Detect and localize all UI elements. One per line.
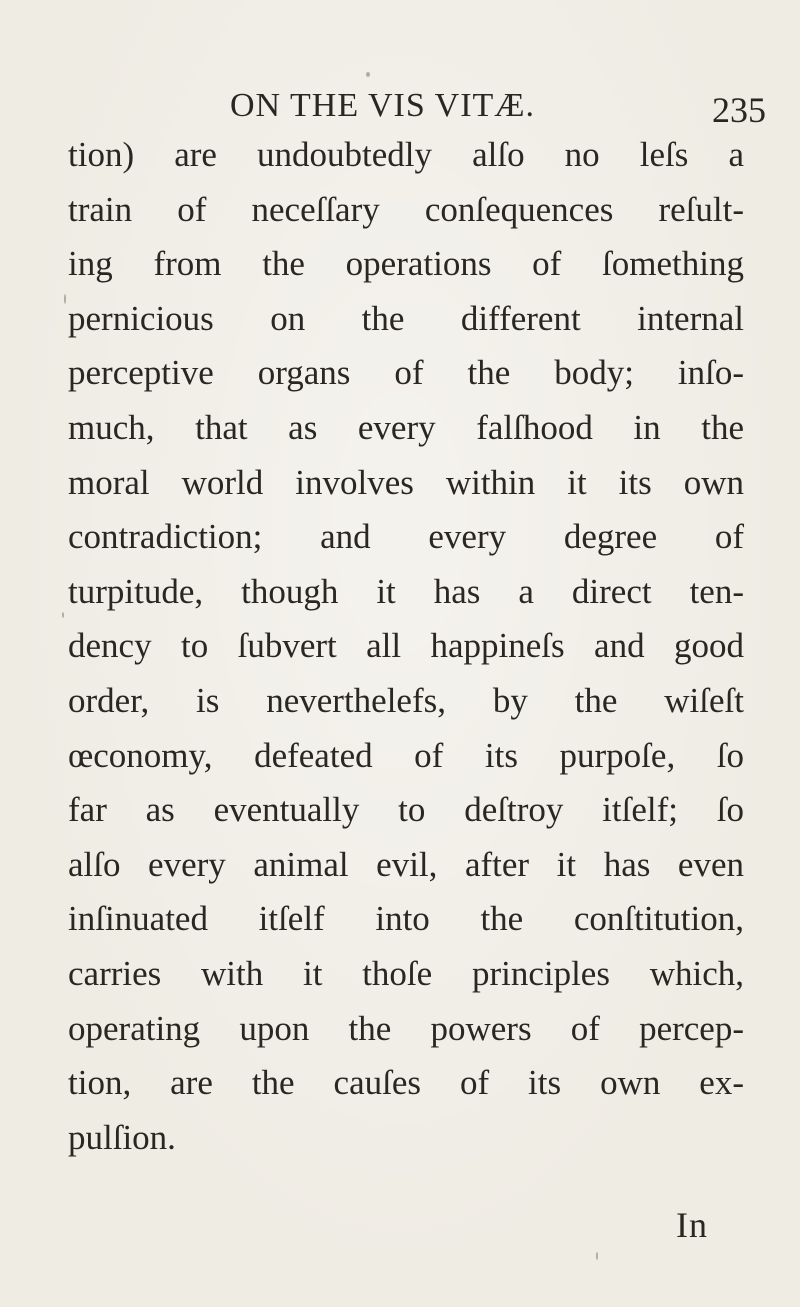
text-line: tion, are the cauſes of its own ex-	[68, 1063, 744, 1103]
text-line: œconomy, defeated of its purpoſe, ſo	[68, 735, 744, 775]
text-line: tion) are undoubtedly alſo no leſs a	[68, 135, 744, 174]
text-line: alſo every animal evil, after it has even	[68, 844, 744, 884]
text-line: much, that as every falſhood in the	[68, 407, 744, 447]
paper-speck	[596, 1252, 598, 1260]
text-line-final: pulſion.	[68, 1117, 176, 1157]
text-line: perceptive organs of the body; inſo-	[68, 353, 744, 393]
text-line: contradiction; and every degree of	[68, 517, 744, 557]
text-line: far as eventually to deſtroy itſelf; ſo	[68, 790, 744, 830]
text-line: operating upon the powers of percep-	[68, 1008, 744, 1048]
text-line: order, is neverthelefs, by the wiſeſt	[68, 680, 744, 720]
text-line: ing from the operations of ſomething	[68, 244, 744, 284]
catchword: In	[676, 1205, 708, 1245]
text-line: turpitude, though it has a direct ten-	[68, 571, 744, 611]
text-line: train of neceſſary conſequences reſult-	[68, 189, 744, 229]
text-line: moral world involves within it its own	[68, 462, 744, 502]
running-title: ON THE VIS VITÆ.	[230, 87, 536, 124]
text-line: pernicious on the different internal	[68, 298, 744, 338]
body-text	[68, 128, 744, 1165]
paper-speck	[366, 72, 370, 77]
text-line: carries with it thoſe principles which,	[68, 953, 744, 993]
page-number: 235	[712, 90, 766, 130]
paper-speck	[62, 612, 64, 618]
text-line: inſinuated itſelf into the conſtitution,	[68, 899, 744, 939]
running-head	[0, 84, 800, 128]
text-line: dency to ſubvert all happineſs and good	[68, 626, 744, 666]
paper-speck	[64, 294, 66, 304]
